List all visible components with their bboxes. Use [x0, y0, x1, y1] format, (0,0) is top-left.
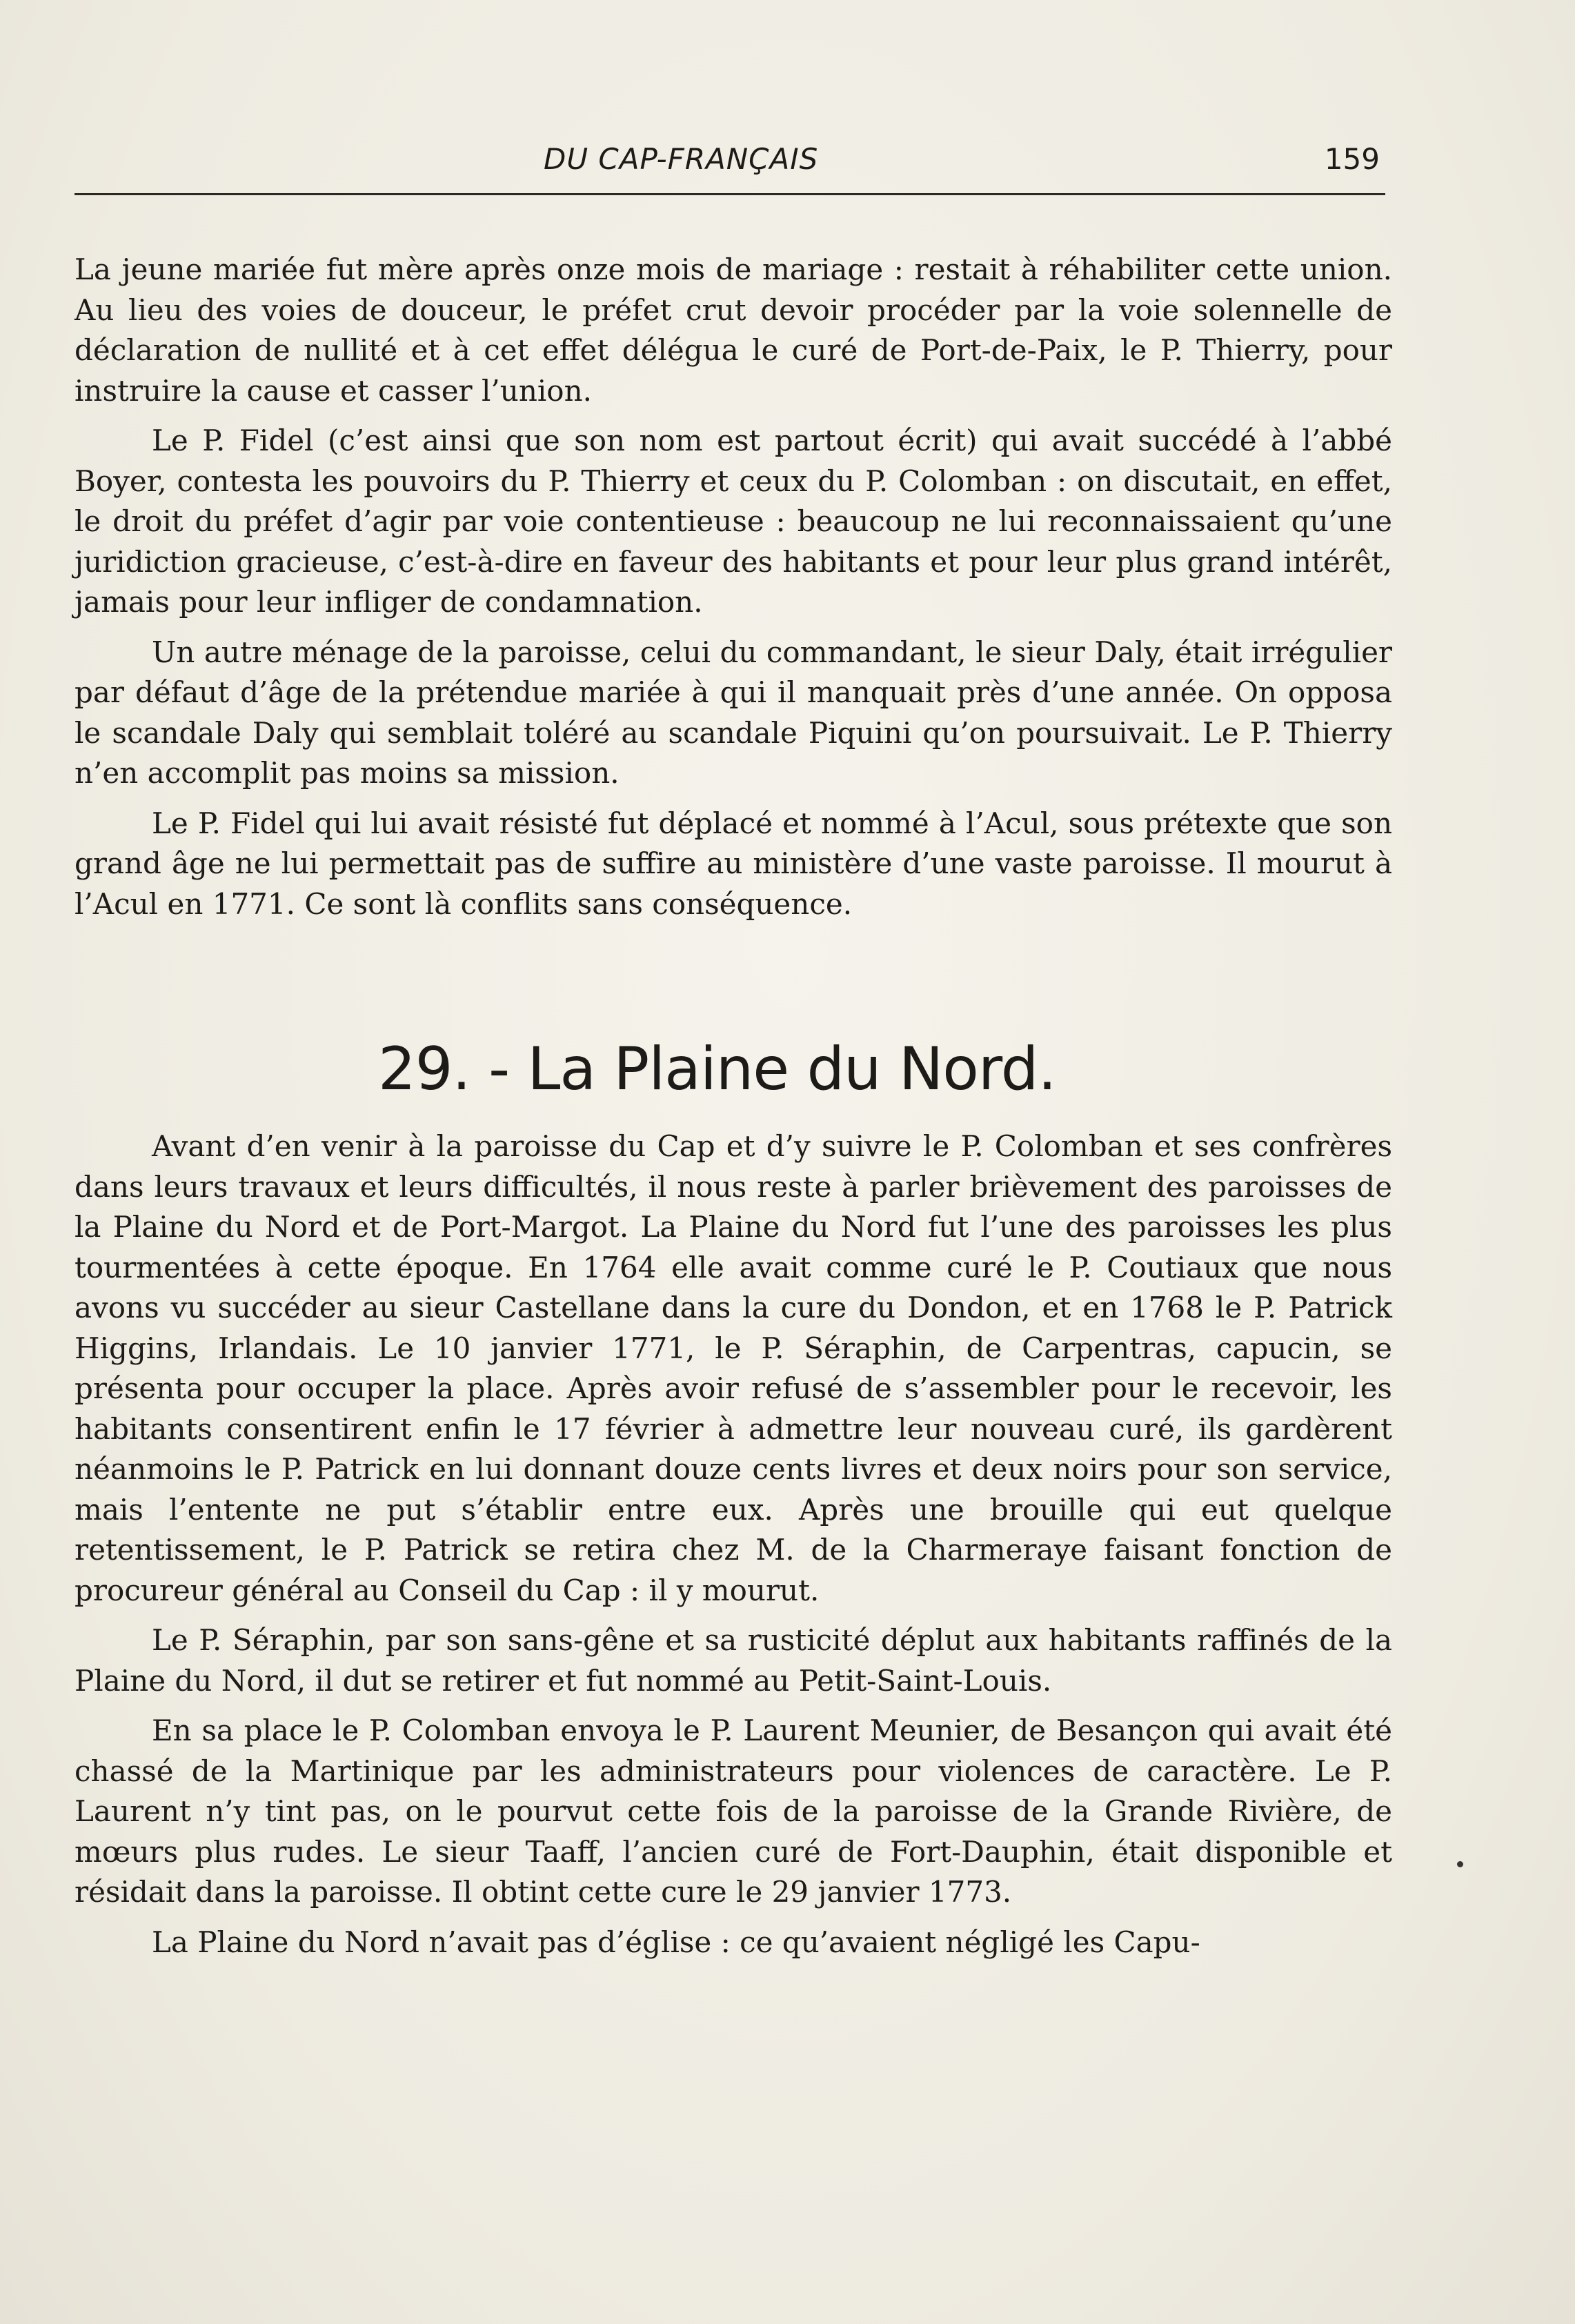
text-block-before-heading	[75, 250, 1392, 924]
page-number: 159	[1324, 142, 1380, 176]
paragraph: Le P. Séraphin, par son sans-gêne et sa rusticité déplut aux habitants raffinés de la Plaine du Nord, il dut se retirer et fut nommé au Petit-Saint-Louis.	[75, 1623, 1392, 1698]
paragraph: La Plaine du Nord n’avait pas d’église : ce qu’avaient négligé les Capu-	[152, 1925, 1200, 1959]
paragraph: Le P. Fidel qui lui avait résisté fut déplacé et nommé à l’Acul, sous prétexte que son grand âge ne lui permettait pas de suffire au ministère d’une vaste paroisse. Il mourut à l’Acul en 1771. Ce sont là conflits sans conséquence.	[75, 806, 1392, 921]
paragraph: Avant d’en venir à la paroisse du Cap et d’y suivre le P. Colomban et ses confrères dans leurs travaux et leurs difficultés, il nous reste à parler brièvement des paroisses de la Plaine du Nord et de Port-Margot. La Plaine du Nord fut l’une des paroisses les plus tourmentées à cette époque. En 1764 elle avait comme curé le P. Coutiaux que nous avons vu succéder au sieur Castellane dans la cure du Dondon, et en 1768 le P. Patrick Higgins, Irlandais. Le 10 janvier 1771, le P. Séraphin, de Carpentras, capucin, se présenta pour occuper la place. Après avoir refusé de s’assembler pour le recevoir, les habitants consentirent enfin le 17 février à admettre leur nouveau curé, ils gardèrent néanmoins le P. Patrick en lui donnant douze cents livres et deux noirs pour son service, mais l’entente ne put s’établir entre eux. Après une brouille qui eut quelque retentissement, le P. Patrick se retira chez M. de la Charmeraye faisant fonction de procureur général au Conseil du Cap : il y mourut.	[75, 1129, 1392, 1607]
paragraph: En sa place le P. Colomban envoya le P. Laurent Meunier, de Besançon qui avait été chassé de la Martinique par les administrateurs pour violences de caractère. Le P. Laurent n’y tint pas, on le pourvut cette fois de la paroisse de la Grande Rivière, de mœurs plus rudes. Le sieur Taaff, l’ancien curé de Fort-Dauphin, était disponible et résidait dans la paroisse. Il obtint cette cure le 29 janvier 1773.	[75, 1714, 1392, 1909]
running-header	[75, 138, 1385, 195]
paragraph: Un autre ménage de la paroisse, celui du commandant, le sieur Daly, était irrégulier par défaut d’âge de la prétendue mariée à qui il manquait près d’une année. On opposa le scandale Daly qui semblait toléré au scandale Piquini qu’on poursuivait. Le P. Thierry n’en accomplit pas moins sa mission.	[75, 635, 1392, 790]
text-block-section	[75, 1126, 1392, 1963]
margin-mark	[1457, 1861, 1463, 1867]
paragraph: Le P. Fidel (c’est ainsi que son nom est partout écrit) qui avait succédé à l’abbé Boyer, contesta les pouvoirs du P. Thierry et ceux du P. Colomban : on discutait, en effet, le droit du préfet d’agir par voie contentieuse : beaucoup ne lui reconnaissaient qu’une juridiction gracieuse, c’est-à-dire en faveur des habitants et pour leur plus grand intérêt, jamais pour leur infliger de condamnation.	[75, 424, 1392, 619]
section-heading: 29. - La Plaine du Nord.	[378, 1035, 1056, 1104]
running-title: DU CAP-FRANÇAIS	[544, 142, 819, 176]
paragraph: La jeune mariée fut mère après onze mois de mariage : restait à réhabiliter cette union. Au lieu des voies de douceur, le préfet crut devoir procéder par la voie solennelle de déclaration de nullité et à cet effet délégua le curé de Port-de-Paix, le P. Thierry, pour instruire la cause et casser l’union.	[75, 252, 1392, 408]
